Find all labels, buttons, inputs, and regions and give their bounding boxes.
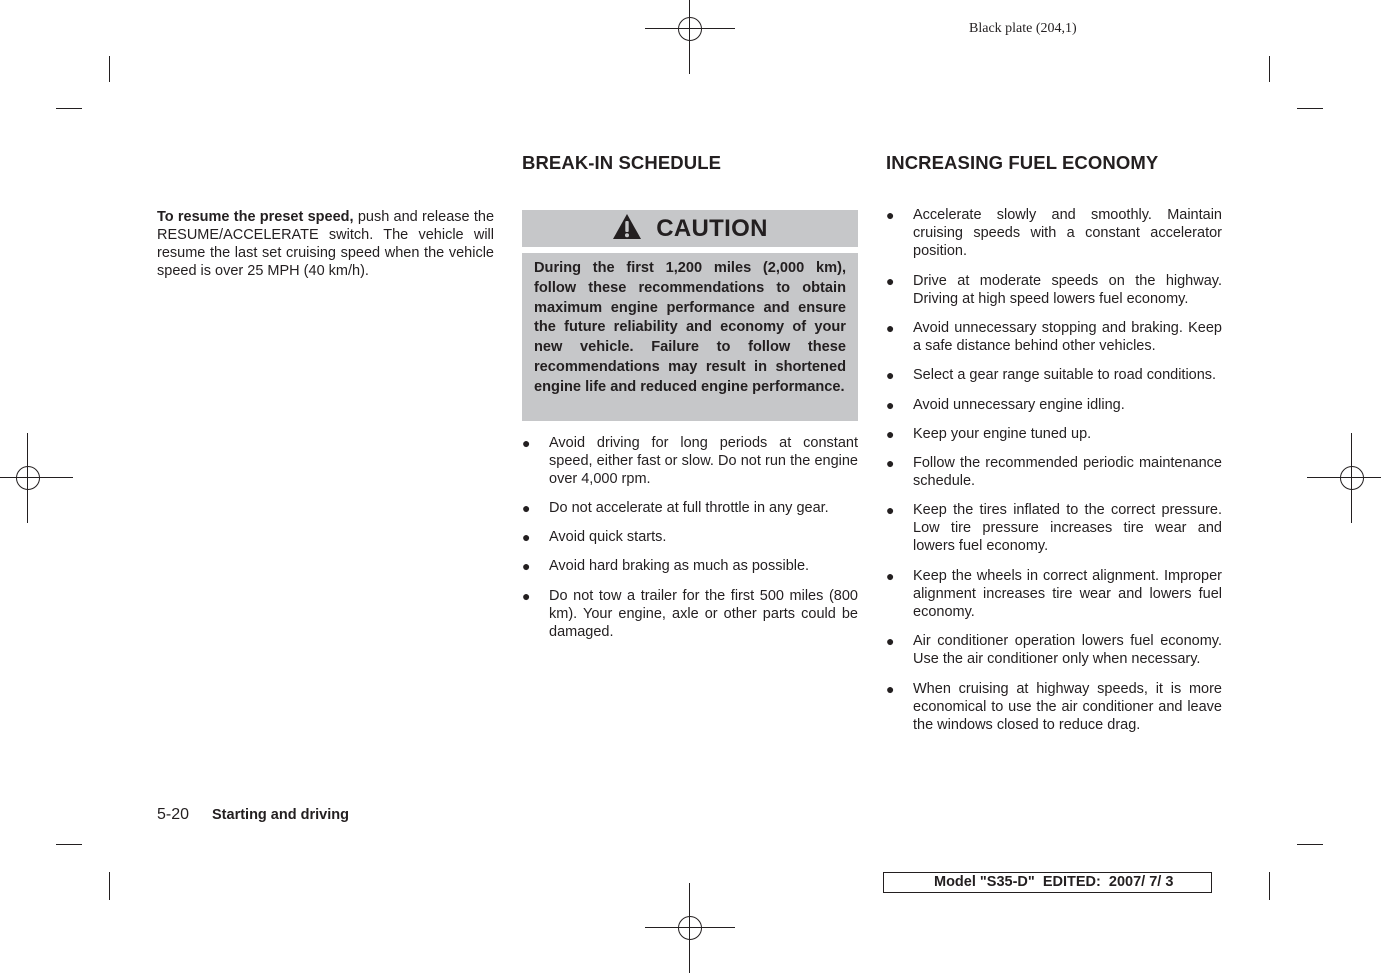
break-in-list — [522, 434, 858, 641]
bullet-icon: ● — [886, 633, 895, 649]
bullet-icon: ● — [522, 500, 531, 516]
list-item — [886, 425, 1222, 443]
list-item-text: Keep your engine tuned up. — [913, 426, 1092, 442]
bullet-icon: ● — [522, 435, 531, 451]
bullet-icon: ● — [886, 502, 895, 518]
caution-body — [522, 253, 858, 421]
list-item — [522, 499, 858, 517]
list-item-text: Avoid quick starts. — [549, 529, 667, 545]
caution-header — [522, 210, 858, 247]
list-item — [522, 557, 858, 575]
model-edited-label: Model "S35-D" EDITED: 2007/ 7/ 3 — [883, 872, 1212, 893]
list-item — [886, 501, 1222, 555]
fuel-economy-heading: INCREASING FUEL ECONOMY — [886, 152, 1159, 173]
list-item-text: Keep the wheels in correct alignment. Improper alignment increases tire wear and lowers fuel economy. — [913, 568, 1222, 620]
bullet-icon: ● — [522, 529, 531, 545]
list-item — [886, 366, 1222, 384]
list-item — [886, 567, 1222, 621]
registration-mark-left — [0, 433, 73, 523]
warning-triangle-icon — [612, 213, 642, 245]
section-title: Starting and driving — [212, 807, 349, 823]
crop-mark — [109, 872, 110, 900]
list-item-text: Select a gear range suitable to road conditions. — [913, 367, 1217, 383]
bullet-icon: ● — [886, 367, 895, 383]
plate-label: Black plate (204,1) — [969, 21, 1077, 36]
crop-mark — [1297, 108, 1323, 109]
resume-speed-text: push and release the RESUME/ACCELERATE switch. The vehicle will resume the last set cruising speed when the vehicle speed is over 25 MPH (40 km/h). — [157, 209, 495, 279]
list-item-text: Keep the tires inflated to the correct pressure. Low tire pressure increases tire wear and lowers fuel economy. — [913, 502, 1222, 554]
list-item-text: Drive at moderate speeds on the highway. Driving at high speed lowers fuel economy. — [913, 273, 1222, 307]
list-item — [886, 454, 1222, 490]
list-item-text: Avoid driving for long periods at constant speed, either fast or slow. Do not run the engine over 4,000 rpm. — [549, 435, 858, 487]
crop-mark — [56, 108, 82, 109]
list-item — [886, 680, 1222, 734]
break-in-heading: BREAK-IN SCHEDULE — [522, 152, 722, 173]
page-number: 5-20 — [157, 806, 190, 823]
bullet-icon: ● — [886, 320, 895, 336]
list-item — [886, 206, 1222, 260]
crop-mark — [109, 56, 110, 82]
crop-mark — [56, 844, 82, 845]
list-item — [886, 396, 1222, 414]
caution-text: During the first 1,200 miles (2,000 km), follow these recommendations to obtain maximum engine performance and ensure the future reliability and economy of your new vehicle. Failure to follow these recommendations may result in shortened engine life and reduced engine performance. — [534, 260, 846, 395]
list-item — [886, 319, 1222, 355]
fuel-economy-list — [886, 206, 1222, 734]
registration-mark-top — [645, 0, 735, 74]
list-item — [522, 587, 858, 641]
list-item-text: Avoid hard braking as much as possible. — [549, 558, 810, 574]
list-item — [886, 632, 1222, 668]
bullet-icon: ● — [522, 588, 531, 604]
list-item-text: Do not accelerate at full throttle in any gear. — [549, 500, 829, 516]
bullet-icon: ● — [886, 426, 895, 442]
bullet-icon: ● — [886, 273, 895, 289]
crop-mark — [1297, 844, 1323, 845]
list-item-text: When cruising at highway speeds, it is more economical to use the air conditioner and leave the windows closed to reduce drag. — [913, 681, 1222, 733]
registration-mark-bottom — [645, 883, 735, 973]
resume-speed-paragraph — [157, 208, 494, 280]
bullet-icon: ● — [886, 455, 895, 471]
list-item-text: Accelerate slowly and smoothly. Maintain cruising speeds with a constant accelerator position. — [913, 207, 1222, 259]
caution-title: CAUTION — [656, 214, 768, 242]
list-item-text: Avoid unnecessary stopping and braking. Keep a safe distance behind other vehicles. — [913, 320, 1222, 354]
bullet-icon: ● — [522, 558, 531, 574]
list-item-text: Air conditioner operation lowers fuel economy. Use the air conditioner only when necessary. — [913, 633, 1222, 667]
bullet-icon: ● — [886, 207, 895, 223]
list-item-text: Avoid unnecessary engine idling. — [913, 397, 1125, 413]
list-item-text: Follow the recommended periodic maintenance schedule. — [913, 455, 1222, 489]
crop-mark — [1269, 872, 1270, 900]
crop-mark — [1269, 56, 1270, 82]
registration-mark-right — [1307, 433, 1381, 523]
bullet-icon: ● — [886, 568, 895, 584]
resume-speed-lead: To resume the preset speed, — [157, 209, 354, 225]
list-item — [886, 272, 1222, 308]
bullet-icon: ● — [886, 397, 895, 413]
list-item — [522, 434, 858, 488]
bullet-icon: ● — [886, 681, 895, 697]
list-item-text: Do not tow a trailer for the first 500 miles (800 km). Your engine, axle or other parts could be damaged. — [549, 588, 858, 640]
list-item — [522, 528, 858, 546]
